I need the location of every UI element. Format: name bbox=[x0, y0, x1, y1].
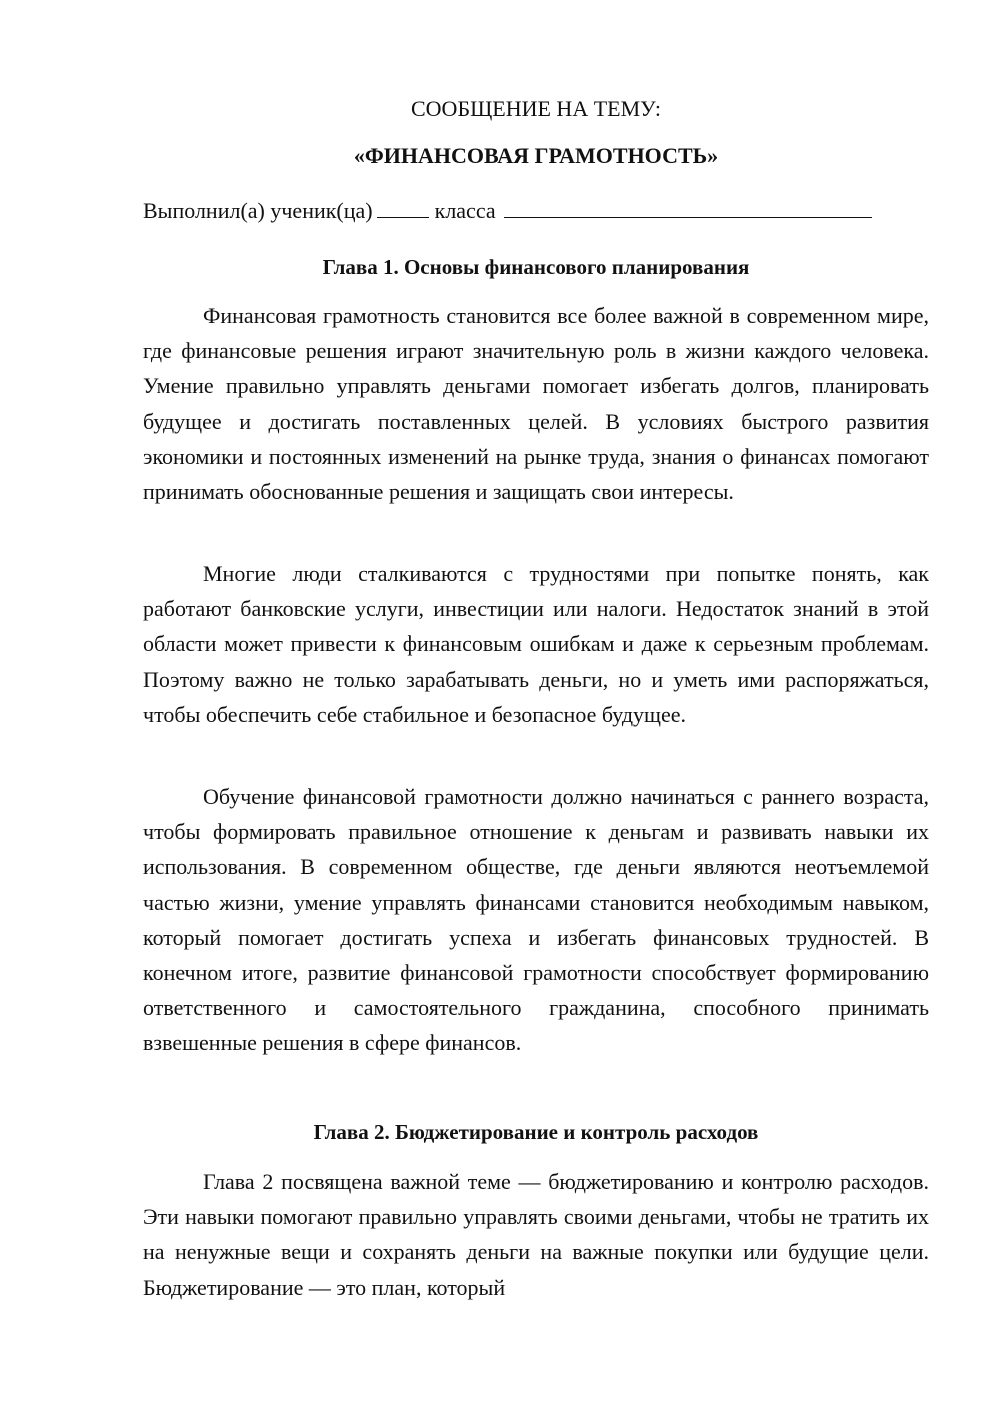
chapter-1-paragraph-1: Финансовая грамотность становится все более важной в современном мире, где финансовые решения играют значительную роль в жизни каждого человека. Умение правильно управлять деньгами помогает избегать долгов, планировать будущее и достигать поставленных целей. В условиях быстрого развития экономики и постоянных изменений на рынке труда, знания о финансах помогают принимать обоснованные решения и защищать свои интересы. bbox=[143, 303, 929, 505]
student-name-blank bbox=[504, 197, 872, 218]
document-title-line-2: «ФИНАНСОВАЯ ГРАМОТНОСТЬ» bbox=[353, 143, 719, 168]
class-label: класса bbox=[434, 198, 496, 223]
document-title-line-1: СООБЩЕНИЕ НА ТЕМУ: bbox=[411, 96, 661, 121]
chapter-2-heading: Глава 2. Бюджетирование и контроль расходов bbox=[313, 1120, 759, 1144]
chapter-1-paragraph-3: Обучение финансовой грамотности должно начинаться с раннего возраста, чтобы формировать правильное отношение к деньгам и развивать навыки их использования. В современном обществе, где деньги являются неотъемлемой частью жизни, умение управлять финансами становится необходимым навыком, который помогает достигать успеха и избегать финансовых трудностей. В конечном итоге, развитие финансовой грамотности способствует формированию ответственного и самостоятельного гражданина, способного принимать взвешенные решения в сфере финансов. bbox=[143, 784, 929, 1056]
chapter-1-paragraph-2: Многие люди сталкиваются с трудностями при попытке понять, как работают банковские услуги, инвестиции или налоги. Недостаток знаний в этой области может привести к финансовым ошибкам и даже к серьезным проблемам. Поэтому важно не только зарабатывать деньги, но и уметь ими распоряжаться, чтобы обеспечить себе стабильное и безопасное будущее. bbox=[143, 561, 929, 727]
class-number-blank bbox=[377, 197, 429, 218]
author-label: Выполнил(а) ученик(ца) bbox=[143, 198, 373, 223]
author-line bbox=[143, 196, 929, 226]
chapter-2-paragraph-1: Глава 2 посвящена важной теме — бюджетированию и контролю расходов. Эти навыки помогают правильно управлять своими деньгами, чтобы не тратить их на ненужные вещи и сохранять деньги на важные покупки или будущие цели. Бюджетирование — это план, который bbox=[143, 1169, 929, 1300]
chapter-1-heading: Глава 1. Основы финансового планирования bbox=[322, 255, 750, 279]
